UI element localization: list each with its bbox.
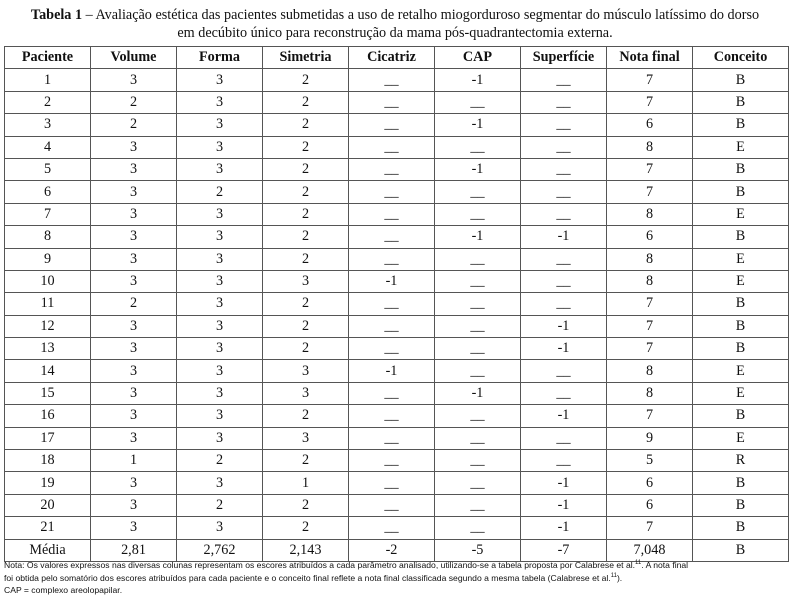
table-cell: 20 xyxy=(5,494,91,516)
table-cell: __ xyxy=(349,69,435,91)
table-cell: 7 xyxy=(607,158,693,180)
footer-cell: -2 xyxy=(349,539,435,561)
table-cell: __ xyxy=(435,517,521,539)
table-cell: -1 xyxy=(521,315,607,337)
table-cell: __ xyxy=(349,203,435,225)
table-cell: 3 xyxy=(91,427,177,449)
table-cell: __ xyxy=(521,69,607,91)
table-cell: 2 xyxy=(263,338,349,360)
table-cell: 1 xyxy=(263,472,349,494)
table-cell: E xyxy=(693,360,789,382)
table-cell: 15 xyxy=(5,382,91,404)
table-cell: 2 xyxy=(5,91,91,113)
table-cell: 2 xyxy=(263,91,349,113)
table-cell: __ xyxy=(521,427,607,449)
table-cell: __ xyxy=(349,472,435,494)
table-cell: 2 xyxy=(263,181,349,203)
table-row xyxy=(5,158,789,180)
table-cell: E xyxy=(693,427,789,449)
cap-definition: CAP = complexo areolopapilar. xyxy=(4,584,123,595)
table-cell: B xyxy=(693,293,789,315)
table-cell: 6 xyxy=(607,226,693,248)
table-row xyxy=(5,360,789,382)
table-cell: 7 xyxy=(607,517,693,539)
table-cell: 3 xyxy=(177,315,263,337)
table-cell: B xyxy=(693,517,789,539)
table-cell: 3 xyxy=(91,203,177,225)
table-cell: 3 xyxy=(177,472,263,494)
table-cell: B xyxy=(693,405,789,427)
table-row xyxy=(5,270,789,292)
table-cell: __ xyxy=(349,181,435,203)
table-cell: __ xyxy=(349,450,435,472)
table-cell: 8 xyxy=(607,270,693,292)
caption-line2: em decúbito único para reconstrução da mama pós-quadrantectomia externa. xyxy=(177,25,613,41)
table-cell: 8 xyxy=(5,226,91,248)
note-text-continued: foi obtida pelo somatório dos escores atribuídos para cada paciente e o conceito final reflete a nota final classificada segundo a mesma tabela (Calabrese et al.$^{11}$). xyxy=(4,573,623,584)
table-cell: 7 xyxy=(5,203,91,225)
column-header: Conceito xyxy=(693,47,789,69)
table-cell: 7 xyxy=(607,338,693,360)
table-cell: 3 xyxy=(91,472,177,494)
table-cell: 4 xyxy=(5,136,91,158)
table-cell: __ xyxy=(521,450,607,472)
table-cell: __ xyxy=(521,203,607,225)
table-notes xyxy=(4,558,784,596)
table-cell: 7 xyxy=(607,69,693,91)
footer-cell: Média xyxy=(5,539,91,561)
table-cell: __ xyxy=(435,450,521,472)
table-row xyxy=(5,315,789,337)
table-cell: 3 xyxy=(91,69,177,91)
table-cell: 11 xyxy=(5,293,91,315)
table-row xyxy=(5,405,789,427)
reference-11: 11 xyxy=(610,573,617,580)
table-cell: -1 xyxy=(521,494,607,516)
table-cell: 7 xyxy=(607,181,693,203)
reference-11: 11 xyxy=(635,560,642,566)
table-cell: 13 xyxy=(5,338,91,360)
table-cell: 3 xyxy=(177,158,263,180)
table-cell: __ xyxy=(435,315,521,337)
table-cell: -1 xyxy=(521,517,607,539)
table-cell: 8 xyxy=(607,136,693,158)
table-cell: 3 xyxy=(91,382,177,404)
table-cell: 2 xyxy=(263,315,349,337)
table-cell: 2 xyxy=(263,517,349,539)
column-header: Volume xyxy=(91,47,177,69)
table-cell: E xyxy=(693,136,789,158)
table-cell: -1 xyxy=(521,405,607,427)
header-row xyxy=(5,47,789,69)
column-header: CAP xyxy=(435,47,521,69)
table-cell: 2 xyxy=(91,91,177,113)
table-cell: __ xyxy=(349,338,435,360)
table-cell: 6 xyxy=(607,494,693,516)
table-cell: __ xyxy=(435,338,521,360)
table-cell: 3 xyxy=(91,405,177,427)
footer-cell: B xyxy=(693,539,789,561)
column-header: Forma xyxy=(177,47,263,69)
table-row xyxy=(5,181,789,203)
table-cell: __ xyxy=(521,382,607,404)
table-cell: B xyxy=(693,315,789,337)
table-cell: -1 xyxy=(435,382,521,404)
table-cell: __ xyxy=(349,158,435,180)
table-cell: -1 xyxy=(435,158,521,180)
table-cell: 6 xyxy=(607,472,693,494)
table-cell: 3 xyxy=(177,114,263,136)
table-cell: -1 xyxy=(521,472,607,494)
table-cell: 2 xyxy=(263,293,349,315)
table-cell: 3 xyxy=(177,91,263,113)
table-cell: __ xyxy=(435,270,521,292)
table-cell: 3 xyxy=(263,270,349,292)
table-cell: 2 xyxy=(177,181,263,203)
table-cell: 7 xyxy=(607,315,693,337)
table-row xyxy=(5,382,789,404)
table-cell: __ xyxy=(349,494,435,516)
table-cell: -1 xyxy=(435,114,521,136)
table-cell: 1 xyxy=(5,69,91,91)
table-cell: __ xyxy=(349,517,435,539)
table-cell: __ xyxy=(349,136,435,158)
table-cell: 16 xyxy=(5,405,91,427)
table-cell: __ xyxy=(435,293,521,315)
table-row xyxy=(5,248,789,270)
table-cell: 2 xyxy=(263,226,349,248)
column-header: Simetria xyxy=(263,47,349,69)
table-cell: 3 xyxy=(91,248,177,270)
table-row xyxy=(5,338,789,360)
table-cell: R xyxy=(693,450,789,472)
table-cell: 2 xyxy=(177,494,263,516)
table-cell: 2 xyxy=(263,158,349,180)
table-cell: 3 xyxy=(91,360,177,382)
table-cell: 3 xyxy=(177,382,263,404)
column-header: Paciente xyxy=(5,47,91,69)
table-cell: B xyxy=(693,114,789,136)
table-cell: __ xyxy=(435,181,521,203)
table-row xyxy=(5,136,789,158)
footer-cell: -7 xyxy=(521,539,607,561)
table-cell: 3 xyxy=(91,181,177,203)
table-cell: -1 xyxy=(435,226,521,248)
table-cell: 3 xyxy=(177,136,263,158)
table-body xyxy=(5,69,789,539)
table-row xyxy=(5,293,789,315)
table-cell: __ xyxy=(349,382,435,404)
table-cell: 14 xyxy=(5,360,91,382)
table-cell: B xyxy=(693,494,789,516)
table-cell: 2 xyxy=(263,405,349,427)
table-cell: 3 xyxy=(177,360,263,382)
table-cell: 8 xyxy=(607,248,693,270)
table-cell: __ xyxy=(521,136,607,158)
caption-label: Tabela 1 xyxy=(30,7,83,23)
table-cell: -1 xyxy=(349,270,435,292)
table-cell: 3 xyxy=(91,270,177,292)
table-cell: 2 xyxy=(91,114,177,136)
table-cell: 10 xyxy=(5,270,91,292)
table-cell: 8 xyxy=(607,360,693,382)
table-cell: 2 xyxy=(263,136,349,158)
table-cell: 3 xyxy=(91,315,177,337)
table-cell: __ xyxy=(349,248,435,270)
table-cell: __ xyxy=(521,158,607,180)
table-row xyxy=(5,114,789,136)
table-cell: 2 xyxy=(263,248,349,270)
table-cell: 2 xyxy=(263,203,349,225)
note-text: Nota: Os valores expressos nas diversas colunas representam os escores atribuídos a cada parâmetro analisado, utilizando-se a tabela proposta por Calabrese et al.$^{11}$. A nota final xyxy=(4,559,689,570)
table-cell: 3 xyxy=(263,382,349,404)
footer-cell: 2,762 xyxy=(177,539,263,561)
table-cell: 3 xyxy=(91,338,177,360)
table-cell: 2 xyxy=(91,293,177,315)
table-cell: __ xyxy=(435,360,521,382)
table-cell: 5 xyxy=(5,158,91,180)
table-cell: 2 xyxy=(263,69,349,91)
table-cell: 6 xyxy=(5,181,91,203)
table-cell: 7 xyxy=(607,405,693,427)
table-row xyxy=(5,517,789,539)
table-cell: 2 xyxy=(263,450,349,472)
table-cell: 3 xyxy=(91,517,177,539)
table-cell: __ xyxy=(435,405,521,427)
column-header: Superfície xyxy=(521,47,607,69)
table-cell: __ xyxy=(435,91,521,113)
table-cell: 3 xyxy=(177,270,263,292)
table-cell: __ xyxy=(435,494,521,516)
table-row xyxy=(5,450,789,472)
table-cell: __ xyxy=(435,203,521,225)
table-row xyxy=(5,203,789,225)
table-row xyxy=(5,494,789,516)
table-cell: __ xyxy=(521,360,607,382)
table-caption xyxy=(0,6,790,42)
table-cell: __ xyxy=(349,114,435,136)
table-cell: 3 xyxy=(263,360,349,382)
caption-line1: – Avaliação estética das pacientes submetidas a uso de retalho miogorduroso segmentar do músculo latíssimo do dorso xyxy=(82,7,760,23)
table-cell: 12 xyxy=(5,315,91,337)
table-cell: 2 xyxy=(263,494,349,516)
table-cell: 2 xyxy=(177,450,263,472)
table-cell: B xyxy=(693,472,789,494)
table-cell: __ xyxy=(349,91,435,113)
table-row xyxy=(5,91,789,113)
table-cell: 3 xyxy=(177,338,263,360)
table-row xyxy=(5,69,789,91)
table-cell: __ xyxy=(521,293,607,315)
column-header: Nota final xyxy=(607,47,693,69)
table-cell: __ xyxy=(435,472,521,494)
table-row xyxy=(5,427,789,449)
table-cell: E xyxy=(693,248,789,270)
table-cell: 3 xyxy=(177,517,263,539)
table-cell: -1 xyxy=(435,69,521,91)
table-row xyxy=(5,226,789,248)
table-cell: B xyxy=(693,181,789,203)
table-cell: 17 xyxy=(5,427,91,449)
table-cell: __ xyxy=(521,91,607,113)
table-cell: 3 xyxy=(177,248,263,270)
table-cell: 3 xyxy=(91,226,177,248)
table-cell: 2 xyxy=(263,114,349,136)
table-cell: __ xyxy=(435,136,521,158)
table-cell: 6 xyxy=(607,114,693,136)
table-cell: 3 xyxy=(91,158,177,180)
column-header: Cicatriz xyxy=(349,47,435,69)
table-cell: 21 xyxy=(5,517,91,539)
table-cell: 3 xyxy=(5,114,91,136)
footer-cell: 2,81 xyxy=(91,539,177,561)
table-cell: 3 xyxy=(91,136,177,158)
table-cell: B xyxy=(693,69,789,91)
table-cell: E xyxy=(693,382,789,404)
table-cell: 7 xyxy=(607,293,693,315)
table-cell: __ xyxy=(435,248,521,270)
table-cell: 5 xyxy=(607,450,693,472)
table-cell: 3 xyxy=(177,427,263,449)
table-cell: 3 xyxy=(177,405,263,427)
table-cell: B xyxy=(693,338,789,360)
footer-cell: 2,143 xyxy=(263,539,349,561)
table-cell: 3 xyxy=(91,494,177,516)
table-cell: B xyxy=(693,158,789,180)
table-cell: -1 xyxy=(349,360,435,382)
table-cell: __ xyxy=(349,405,435,427)
table-cell: 8 xyxy=(607,382,693,404)
table-cell: 18 xyxy=(5,450,91,472)
table-cell: 1 xyxy=(91,450,177,472)
table-cell: 19 xyxy=(5,472,91,494)
footer-cell: -5 xyxy=(435,539,521,561)
table-cell: 8 xyxy=(607,203,693,225)
table-cell: __ xyxy=(435,427,521,449)
table-cell: 9 xyxy=(607,427,693,449)
table-cell: -1 xyxy=(521,338,607,360)
table-cell: B xyxy=(693,91,789,113)
footer-cell: 7,048 xyxy=(607,539,693,561)
table-cell: __ xyxy=(349,226,435,248)
table-cell: E xyxy=(693,203,789,225)
table-cell: -1 xyxy=(521,226,607,248)
table-cell: B xyxy=(693,226,789,248)
table-cell: 3 xyxy=(177,69,263,91)
table-cell: 3 xyxy=(177,293,263,315)
table-cell: __ xyxy=(521,248,607,270)
table-cell: 9 xyxy=(5,248,91,270)
table-cell: 3 xyxy=(263,427,349,449)
table-cell: 3 xyxy=(177,203,263,225)
table-cell: __ xyxy=(349,293,435,315)
table-cell: __ xyxy=(349,315,435,337)
table-cell: __ xyxy=(521,270,607,292)
table-cell: 3 xyxy=(177,226,263,248)
table-cell: __ xyxy=(349,427,435,449)
table-row xyxy=(5,472,789,494)
table-cell: __ xyxy=(521,114,607,136)
table-cell: E xyxy=(693,270,789,292)
table-cell: 7 xyxy=(607,91,693,113)
table-cell: __ xyxy=(521,181,607,203)
data-table xyxy=(4,46,789,562)
